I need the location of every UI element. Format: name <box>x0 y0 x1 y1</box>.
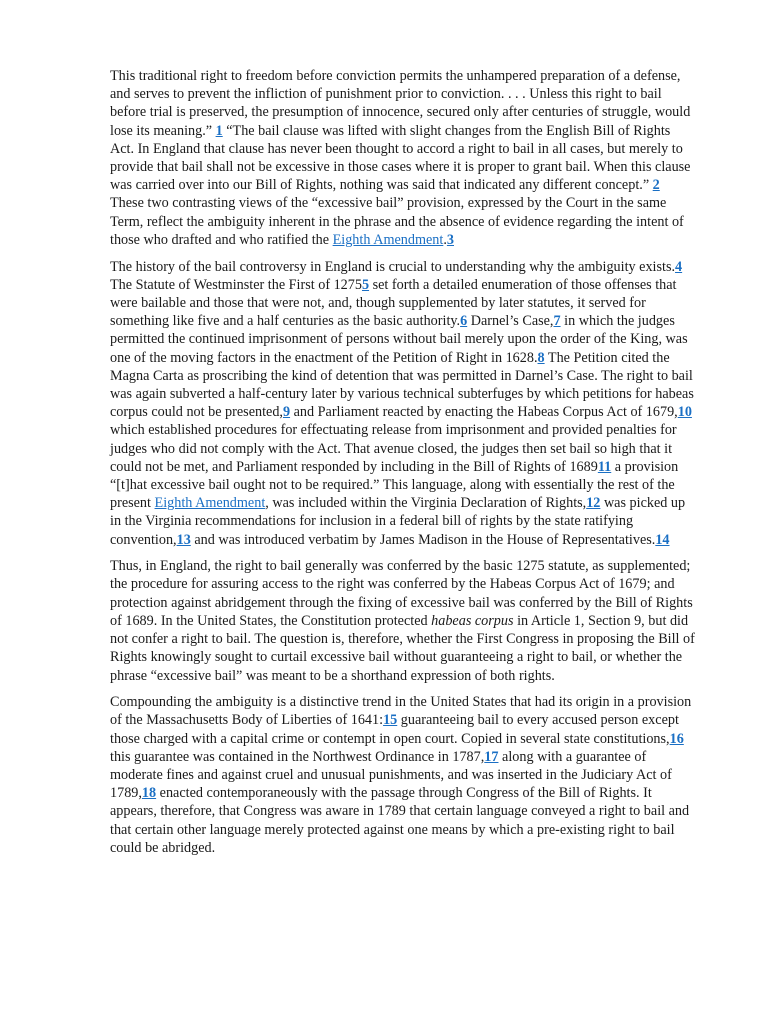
footnote-link[interactable]: 14 <box>655 531 670 548</box>
footnote-link[interactable]: 18 <box>141 785 157 802</box>
paragraph-4 <box>110 693 695 857</box>
text-run: and Parliament reacted by enacting the Habeas Corpus Act of 1679, <box>290 404 678 421</box>
footnote-link[interactable]: 17 <box>484 748 499 765</box>
text-run: “The bail clause was lifted with slight changes from the English Bill of Rights Act. In England that clause has never been thought to accord a right to bail in all cases, but merely to provide that bail shall not be excessive in those cases where it is proper to grant bail. When this clause was carried over into our Bill of Rights, nothing was said that indicated any different concept.” <box>110 122 691 194</box>
text-run: The Petition cited the Magna Carta as proscribing the kind of detention that was permitted in Darnel’s Case. The right to bail was again subverted a half-century later by various technical subterfuges by which petitions for habeas corpus could not be presented, <box>110 349 694 421</box>
text-run: The history of the bail controversy in England is crucial to understanding why the ambiguity exists. <box>110 258 676 275</box>
text-run: guaranteeing bail to every accused person except those charged with a capital crime or contempt in open court. Copied in several state constitutions, <box>110 712 679 747</box>
footnote-link[interactable]: 9 <box>282 404 291 421</box>
footnote-link[interactable]: 13 <box>176 531 191 548</box>
paragraph-1 <box>110 67 695 249</box>
text-run: These two contrasting views of the “excessive bail” provision, expressed by the Court in the same Term, reflect the ambiguity inherent in the phrase and the absence of evidence regarding the intent of those who drafted and who ratified the <box>110 195 684 248</box>
text-run: The Statute of Westminster the First of 1275 <box>110 276 362 293</box>
text-run: was picked up in the Virginia recommendations for inclusion in a federal bill of rights by the state ratifying convention, <box>110 495 686 548</box>
text-run: Thus, in England, the right to bail generally was conferred by the basic 1275 statute, as supplemented; the procedure for assuring access to the right was conferred by the Habeas Corpus Act of 1679; and protection against abridgement through the fixing of excessive bail was conferred by the Bill of Rights of 1689. In the United States, the Constitution protected <box>110 558 693 629</box>
text-run: in Article 1, Section 9, but did not confer a right to bail. The question is, therefore, whether the First Congress in proposing the Bill of Rights knowingly sought to curtail excessive bail without guaranteeing a right to bail, or whether the phrase “excessive bail” was meant to be a shorthand expression of both rights. <box>110 612 695 684</box>
footnote-link[interactable]: 12 <box>586 495 601 512</box>
text-run: along with a guarantee of moderate fines and against cruel and unusual punishments, and was inserted in the Judiciary Act of 1789, <box>110 748 672 802</box>
footnote-link[interactable]: 8 <box>537 349 545 366</box>
text-run: this guarantee was contained in the Northwest Ordinance in 1787, <box>110 748 485 765</box>
text-run: in which the judges permitted the continued imprisonment of persons without bail merely upon the order of the King, was one of the moving factors in the enactment of the Petition of Right in 1628. <box>110 313 688 366</box>
text-run: . <box>443 231 447 248</box>
eighth-amendment-link[interactable]: Eighth Amendment <box>154 495 266 512</box>
footnote-link[interactable]: 16 <box>669 730 684 747</box>
text-run: and was introduced verbatim by James Madison in the House of Representatives. <box>190 531 656 548</box>
footnote-link[interactable]: 15 <box>383 712 398 729</box>
text-run: Compounding the ambiguity is a distinctive trend in the United States that had its origin in a provision of the Massachusetts Body of Liberties of 1641: <box>110 694 692 729</box>
footnote-link[interactable]: 4 <box>675 258 683 275</box>
footnote-link[interactable]: 1 <box>215 122 223 139</box>
text-run: enacted contemporaneously with the passage through Congress of the Bill of Rights. It appears, therefore, that Congress was aware in 1789 that certain language conveyed a right to bail and that certain other language merely protected against one means by which a pre-existing right to bail could be abridged. <box>110 785 690 856</box>
footnote-link[interactable]: 6 <box>460 313 468 330</box>
text-run: a provision “[t]hat excessive bail ought not to be required.” This language, along with essentially the rest of the present <box>110 458 679 512</box>
text-run: , was included within the Virginia Declaration of Rights, <box>265 495 587 512</box>
text-run: which established procedures for effectuating release from imprisonment and provided penalties for judges who did not comply with the Act. That avenue closed, the judges then set bail so high that it could not be met, and Parliament responded by including in the Bill of Rights of 1689 <box>110 422 677 475</box>
footnote-link[interactable]: 3 <box>446 231 454 248</box>
eighth-amendment-link[interactable]: Eighth Amendment <box>332 231 444 248</box>
document-body <box>110 67 695 866</box>
footnote-link[interactable]: 5 <box>361 276 370 293</box>
footnote-link[interactable]: 7 <box>553 313 561 330</box>
footnote-link[interactable]: 11 <box>597 458 612 475</box>
footnote-link[interactable]: 10 <box>677 404 692 421</box>
paragraph-3 <box>110 557 695 684</box>
footnote-link[interactable]: 2 <box>652 177 660 194</box>
paragraph-2 <box>110 258 695 549</box>
text-run: This traditional right to freedom before conviction permits the unhampered preparation of a defense, and serves to prevent the infliction of punishment prior to conviction. . . . Unless this right to bail before trial is preserved, the presumption of innocence, secured only after centuries of struggle, would lose its meaning.” <box>110 68 691 139</box>
text-run: Darnel’s Case, <box>467 313 554 330</box>
italic-text: habeas corpus <box>431 612 514 629</box>
text-run: set forth a detailed enumeration of those offenses that were bailable and those that were not, and, though supplemented by later statutes, it served for something like five and a half centuries as the basic authority. <box>110 276 677 330</box>
